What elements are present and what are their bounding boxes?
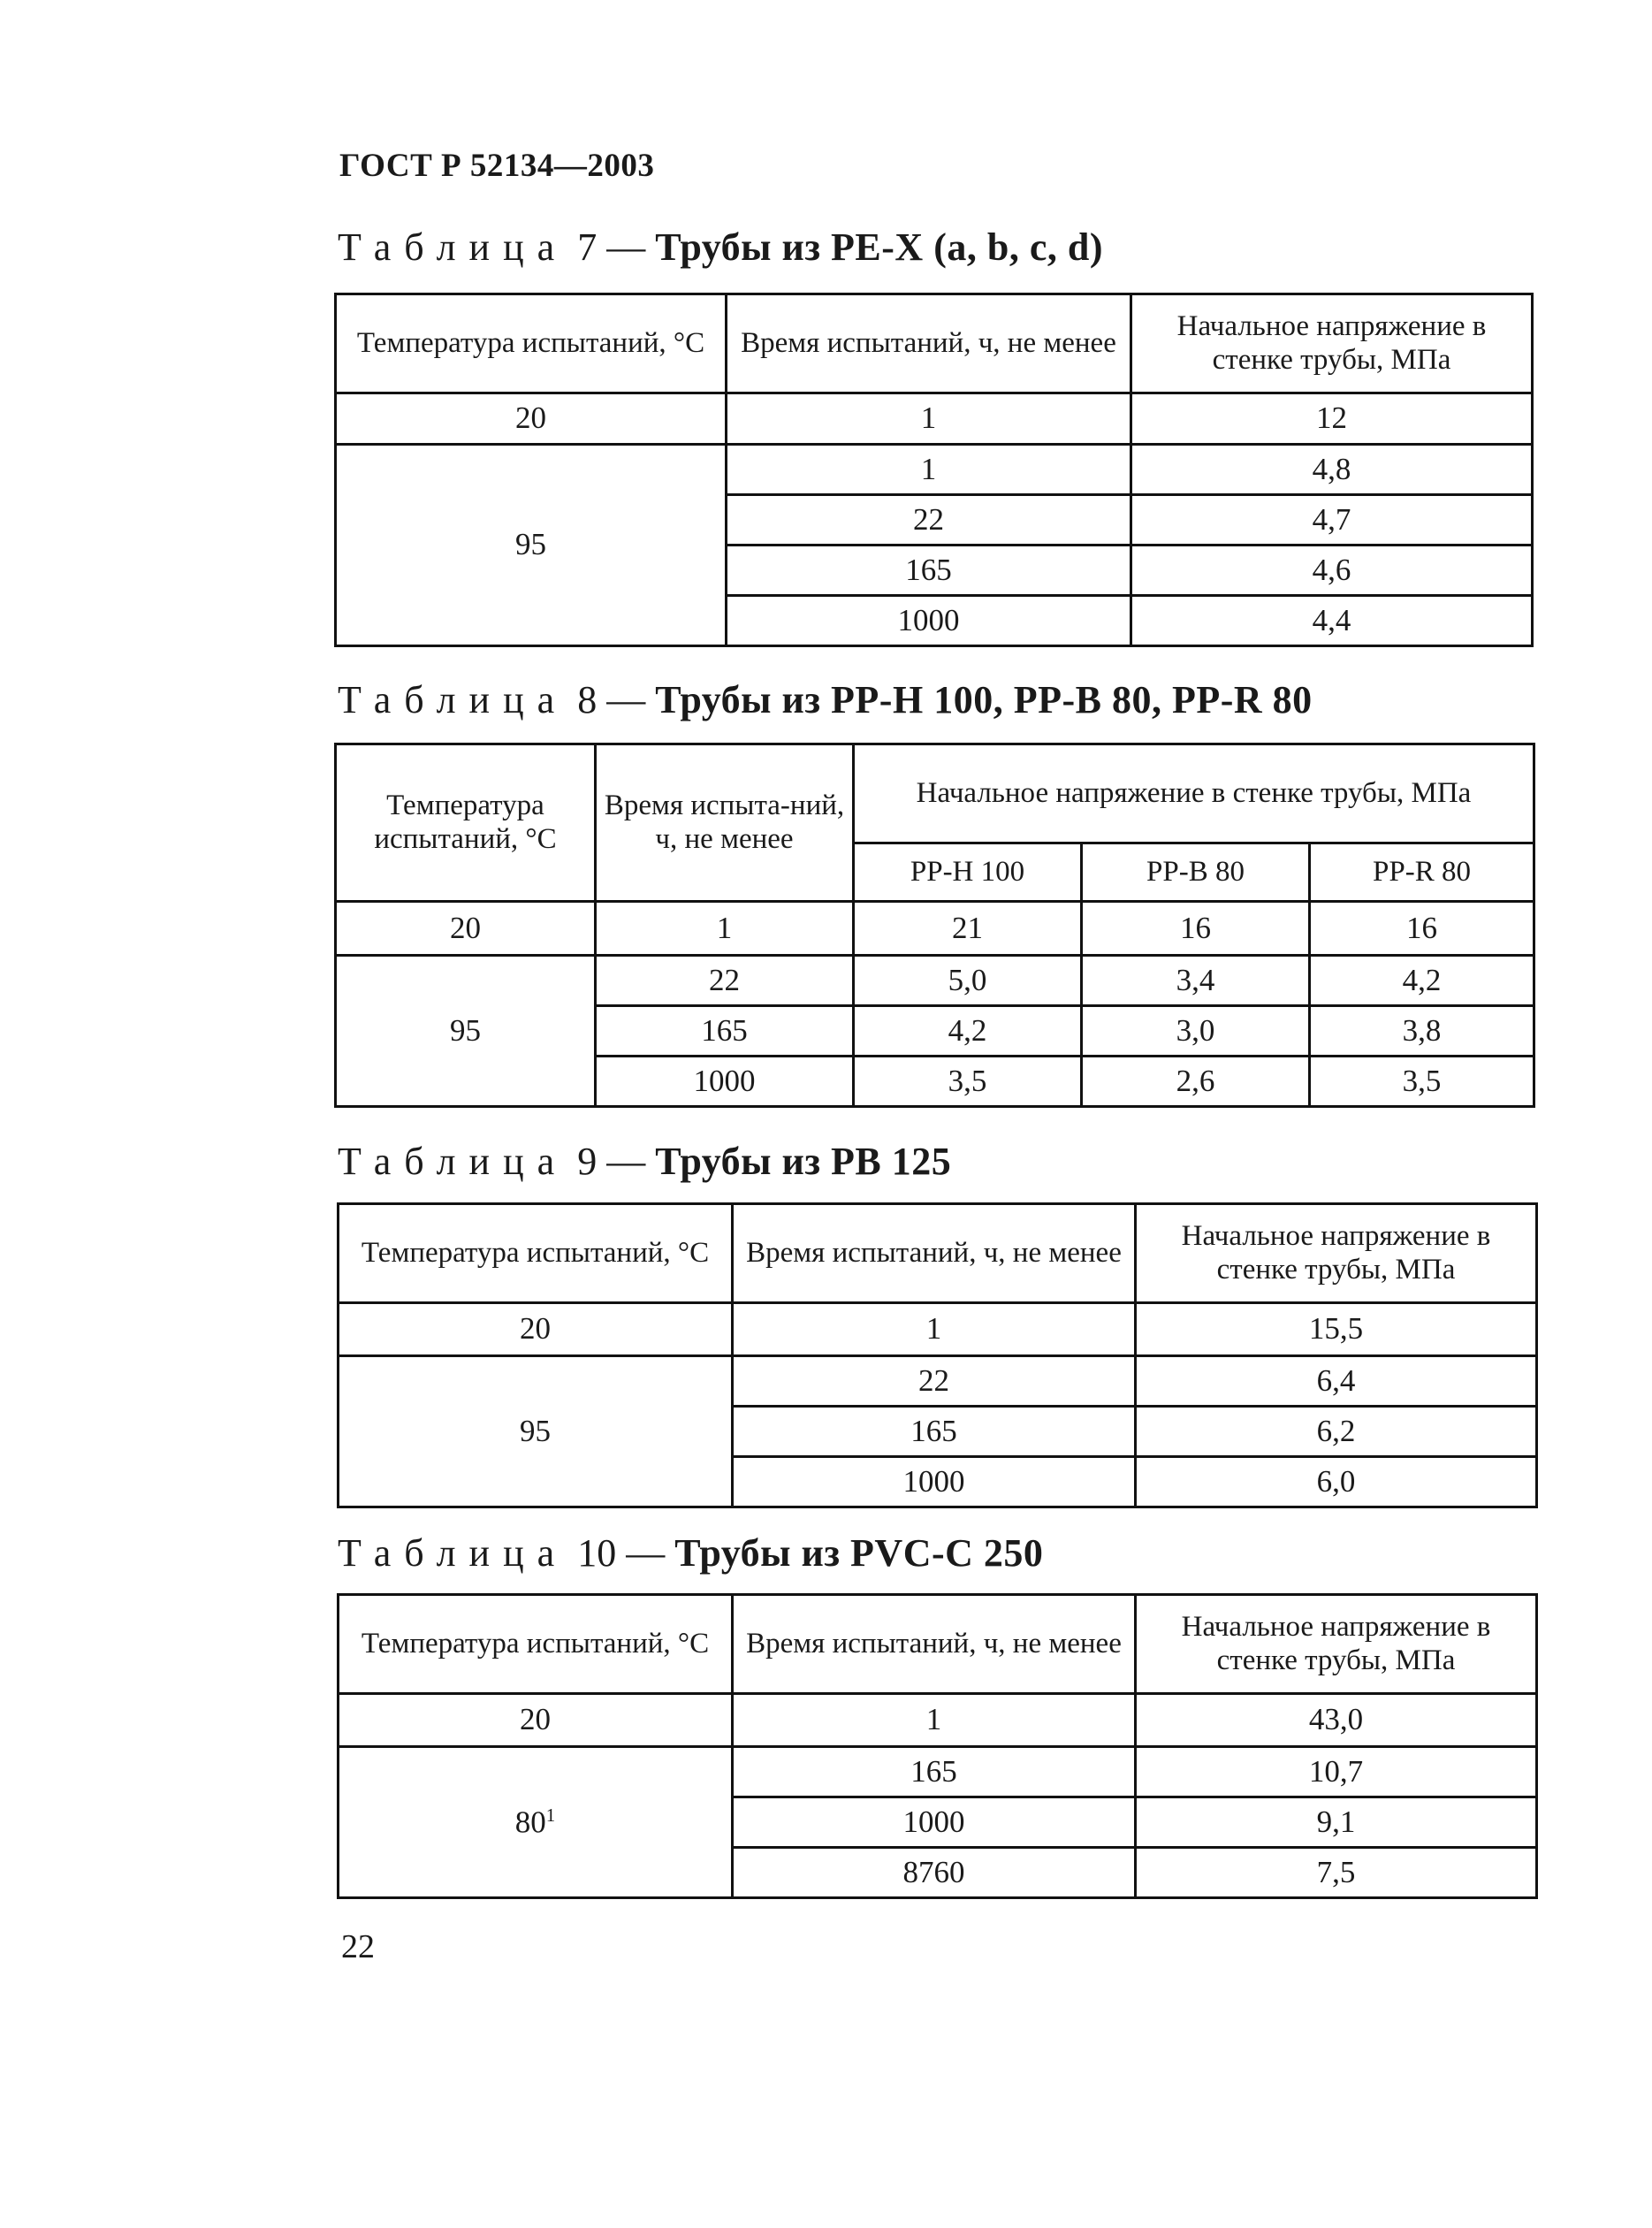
cell-time: 22	[733, 1356, 1136, 1407]
table-10-caption	[338, 1531, 1044, 1575]
caption-number: 7 —	[577, 225, 646, 269]
cell-time: 1000	[727, 596, 1131, 646]
cell-stress: 4,8	[1131, 445, 1533, 495]
table-row	[339, 1694, 1537, 1747]
header-stress: Начальное напряжение в стенке трубы, МПа	[1136, 1595, 1537, 1694]
cell-time: 1	[733, 1303, 1136, 1356]
page-number: 22	[341, 1928, 375, 1965]
cell-time: 165	[596, 1006, 854, 1057]
header-temperature: Температура испытаний, °С	[339, 1595, 733, 1694]
cell-stress: 43,0	[1136, 1694, 1537, 1747]
header-temperature: Температура испытаний, °С	[339, 1204, 733, 1303]
cell-temperature	[339, 1747, 733, 1898]
table-10	[337, 1593, 1538, 1899]
table-9-caption	[338, 1142, 951, 1181]
cell-time: 22	[727, 495, 1131, 546]
caption-word: Таблица	[338, 1531, 568, 1575]
table-row	[339, 1303, 1537, 1356]
caption-title: Трубы из PB 125	[655, 1140, 952, 1183]
cell-stress-pp-h: 21	[854, 902, 1082, 956]
cell-stress: 15,5	[1136, 1303, 1537, 1356]
cell-stress: 6,0	[1136, 1457, 1537, 1507]
caption-title: Трубы из PP-H 100, PP-B 80, PP-R 80	[655, 678, 1313, 721]
cell-stress-pp-h: 4,2	[854, 1006, 1082, 1057]
document-code: ГОСТ Р 52134—2003	[339, 148, 655, 184]
table-row	[336, 393, 1533, 445]
footnote-mark: 1	[545, 1804, 556, 1826]
cell-temperature: 20	[339, 1303, 733, 1356]
caption-word: Таблица	[338, 225, 568, 269]
cell-stress: 9,1	[1136, 1797, 1537, 1848]
cell-stress-pp-b: 16	[1082, 902, 1310, 956]
caption-title: Трубы из PVC-C 250	[674, 1531, 1044, 1575]
header-time: Время испытаний, ч, не менее	[733, 1204, 1136, 1303]
cell-stress: 4,4	[1131, 596, 1533, 646]
subheader-pp-h-100: PP-H 100	[854, 843, 1082, 902]
cell-stress: 10,7	[1136, 1747, 1537, 1797]
caption-number: 9 —	[577, 1140, 646, 1183]
header-stress: Начальное напряжение в стенке трубы, МПа	[1131, 294, 1533, 393]
cell-stress: 4,6	[1131, 546, 1533, 596]
header-time: Время испытаний, ч, не менее	[733, 1595, 1136, 1694]
header-temperature: Температура испытаний, °С	[336, 294, 727, 393]
table-8	[334, 743, 1535, 1108]
header-time: Время испытаний, ч, не менее	[727, 294, 1131, 393]
table-row	[336, 956, 1534, 1006]
cell-stress-pp-r: 3,8	[1310, 1006, 1534, 1057]
table-row	[339, 1747, 1537, 1797]
cell-time: 1	[733, 1694, 1136, 1747]
table-row	[336, 445, 1533, 495]
cell-stress: 12	[1131, 393, 1533, 445]
table-row	[339, 1356, 1537, 1407]
cell-stress-pp-r: 16	[1310, 902, 1534, 956]
header-temperature: Температура испытаний, °С	[336, 744, 596, 902]
cell-stress-pp-r: 3,5	[1310, 1057, 1534, 1107]
cell-stress-pp-b: 2,6	[1082, 1057, 1310, 1107]
caption-number: 10 —	[577, 1531, 666, 1575]
cell-stress: 6,2	[1136, 1407, 1537, 1457]
caption-title: Трубы из PE-X (a, b, c, d)	[655, 225, 1103, 269]
cell-temperature: 20	[336, 393, 727, 445]
cell-time: 1	[596, 902, 854, 956]
cell-temperature: 20	[336, 902, 596, 956]
table-7-caption	[338, 225, 1103, 269]
temperature-value: 80	[514, 1805, 546, 1840]
cell-time: 1000	[596, 1057, 854, 1107]
cell-stress-pp-b: 3,0	[1082, 1006, 1310, 1057]
cell-temperature: 95	[336, 445, 727, 646]
cell-time: 165	[727, 546, 1131, 596]
cell-stress: 4,7	[1131, 495, 1533, 546]
cell-stress: 6,4	[1136, 1356, 1537, 1407]
cell-stress-pp-b: 3,4	[1082, 956, 1310, 1006]
header-time: Время испыта-ний, ч, не менее	[596, 744, 854, 902]
header-stress: Начальное напряжение в стенке трубы, МПа	[1136, 1204, 1537, 1303]
cell-stress: 7,5	[1136, 1848, 1537, 1898]
cell-stress-pp-r: 4,2	[1310, 956, 1534, 1006]
subheader-pp-r-80: PP-R 80	[1310, 843, 1534, 902]
cell-time: 1000	[733, 1797, 1136, 1848]
table-9	[337, 1202, 1538, 1508]
cell-time: 1000	[733, 1457, 1136, 1507]
cell-temperature: 95	[339, 1356, 733, 1507]
cell-time: 1	[727, 445, 1131, 495]
cell-stress-pp-h: 3,5	[854, 1057, 1082, 1107]
caption-word: Таблица	[338, 678, 568, 721]
cell-time: 165	[733, 1747, 1136, 1797]
subheader-pp-b-80: PP-B 80	[1082, 843, 1310, 902]
caption-word: Таблица	[338, 1140, 568, 1183]
caption-number: 8 —	[577, 678, 646, 721]
table-8-caption	[338, 678, 1313, 721]
cell-time: 165	[733, 1407, 1136, 1457]
cell-stress-pp-h: 5,0	[854, 956, 1082, 1006]
table-7	[334, 293, 1534, 647]
cell-time: 22	[596, 956, 854, 1006]
header-stress: Начальное напряжение в стенке трубы, МПа	[854, 744, 1534, 843]
table-row	[336, 902, 1534, 956]
cell-temperature: 20	[339, 1694, 733, 1747]
cell-time: 8760	[733, 1848, 1136, 1898]
cell-temperature: 95	[336, 956, 596, 1107]
cell-time: 1	[727, 393, 1131, 445]
